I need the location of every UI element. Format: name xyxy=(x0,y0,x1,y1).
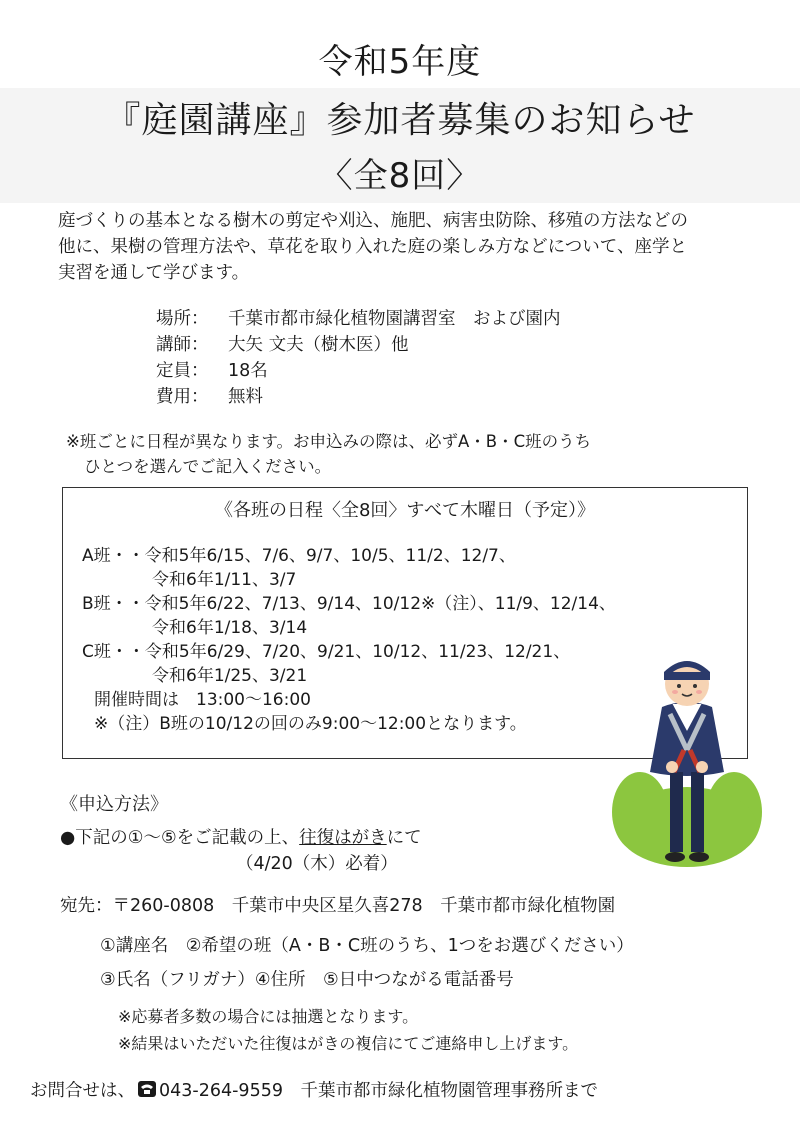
group-a-row xyxy=(82,541,516,566)
lottery-note: ※応募者多数の場合には抽選となります。 xyxy=(118,1007,419,1026)
contact-pre: お問合せは、 xyxy=(30,1081,135,1101)
contact-post: 千葉市都市緑化植物園管理事務所まで xyxy=(282,1081,598,1101)
required-items-1: ①講座名 ②希望の班（A・B・C班のうち、1つをお選びください） xyxy=(100,936,634,956)
gardener-illustration xyxy=(612,652,762,877)
intro-line-2: 他に、果樹の管理方法や、草花を取り入れた庭の楽しみ方などについて、座学と xyxy=(58,237,687,257)
info-fee-value: 無料 xyxy=(228,387,263,407)
group-a-dates-1: 令和5年6/15、7/6、9/7、10/5、11/2、12/7、 xyxy=(144,546,516,566)
required-items-2: ③氏名（フリガナ）④住所 ⑤日中つながる電話番号 xyxy=(100,970,514,990)
contact-line xyxy=(30,1077,598,1103)
telephone-icon xyxy=(137,1080,157,1103)
notice-line-1: ※班ごとに日程が異なります。お申込みの際は、必ずA・B・C班のうち xyxy=(66,432,592,451)
mailing-address: 宛先：〒260-0808 千葉市中央区星久喜278 千葉市都市緑化植物園 xyxy=(60,896,616,916)
info-lecturer-value: 大矢 文夫（樹木医）他 xyxy=(228,335,409,355)
notice-line-2: ひとつを選んでご記入ください。 xyxy=(84,457,332,476)
intro-line-1: 庭づくりの基本となる樹木の剪定や刈込、施肥、病害虫防除、移殖の方法などの xyxy=(58,211,688,231)
apply-method-pre: 下記の①〜⑤をご記載の上、 xyxy=(75,828,300,848)
info-capacity xyxy=(156,358,268,384)
bush-shape xyxy=(612,772,762,867)
schedule-title: 《各班の日程〈全8回〉すべて木曜日（予定）》 xyxy=(214,500,596,521)
group-b-dates-1: 令和5年6/22、7/13、9/14、10/12※（注）、11/9、12/14、 xyxy=(144,594,616,614)
result-note: ※結果はいただいた往復はがきの複信にてご連絡申し上げます。 xyxy=(118,1034,579,1053)
apply-method xyxy=(60,824,422,849)
info-fee-label: 費用： xyxy=(156,387,209,407)
info-capacity-value: 18名 xyxy=(228,361,268,381)
info-place-value: 千葉市都市緑化植物園講習室 および園内 xyxy=(228,309,561,329)
group-c-label: C班・・ xyxy=(82,642,145,662)
session-count: 〈全8回〉 xyxy=(318,156,482,196)
intro-line-3: 実習を通して学びます。 xyxy=(58,263,250,283)
apply-method-post: にて xyxy=(386,828,422,848)
contact-phone: 043-264-9559 xyxy=(159,1081,283,1101)
group-a-label: A班・・ xyxy=(82,546,145,566)
group-b-dates-2: 令和6年1/18、3/14 xyxy=(152,618,308,638)
info-lecturer-label: 講師： xyxy=(156,335,209,355)
info-lecturer xyxy=(156,332,409,358)
group-c-dates-2: 令和6年1/25、3/21 xyxy=(152,666,308,686)
schedule-hours: 開催時間は 13:00〜16:00 xyxy=(94,690,311,710)
group-b-label: B班・・ xyxy=(82,594,145,614)
group-c-row xyxy=(82,637,570,662)
schedule-note: ※（注）B班の10/12の回のみ9:00〜12:00となります。 xyxy=(94,714,527,734)
page-title: 『庭園講座』参加者募集のお知らせ xyxy=(104,100,696,141)
apply-title: 《申込方法》 xyxy=(60,794,168,815)
info-place xyxy=(156,306,561,332)
apply-deadline: （4/20（木）必着） xyxy=(236,854,398,874)
page-year: 令和5年度 xyxy=(318,42,482,82)
group-a-dates-2: 令和6年1/11、3/7 xyxy=(152,570,297,590)
group-b-row xyxy=(82,589,616,614)
info-place-label: 場所： xyxy=(156,309,209,329)
group-c-dates-1: 令和5年6/29、7/20、9/21、10/12、11/23、12/21、 xyxy=(144,642,571,662)
bullet-icon: ● xyxy=(60,828,76,848)
info-capacity-label: 定員： xyxy=(156,361,209,381)
info-fee xyxy=(156,384,263,410)
apply-method-postcard: 往復はがき xyxy=(299,828,387,848)
